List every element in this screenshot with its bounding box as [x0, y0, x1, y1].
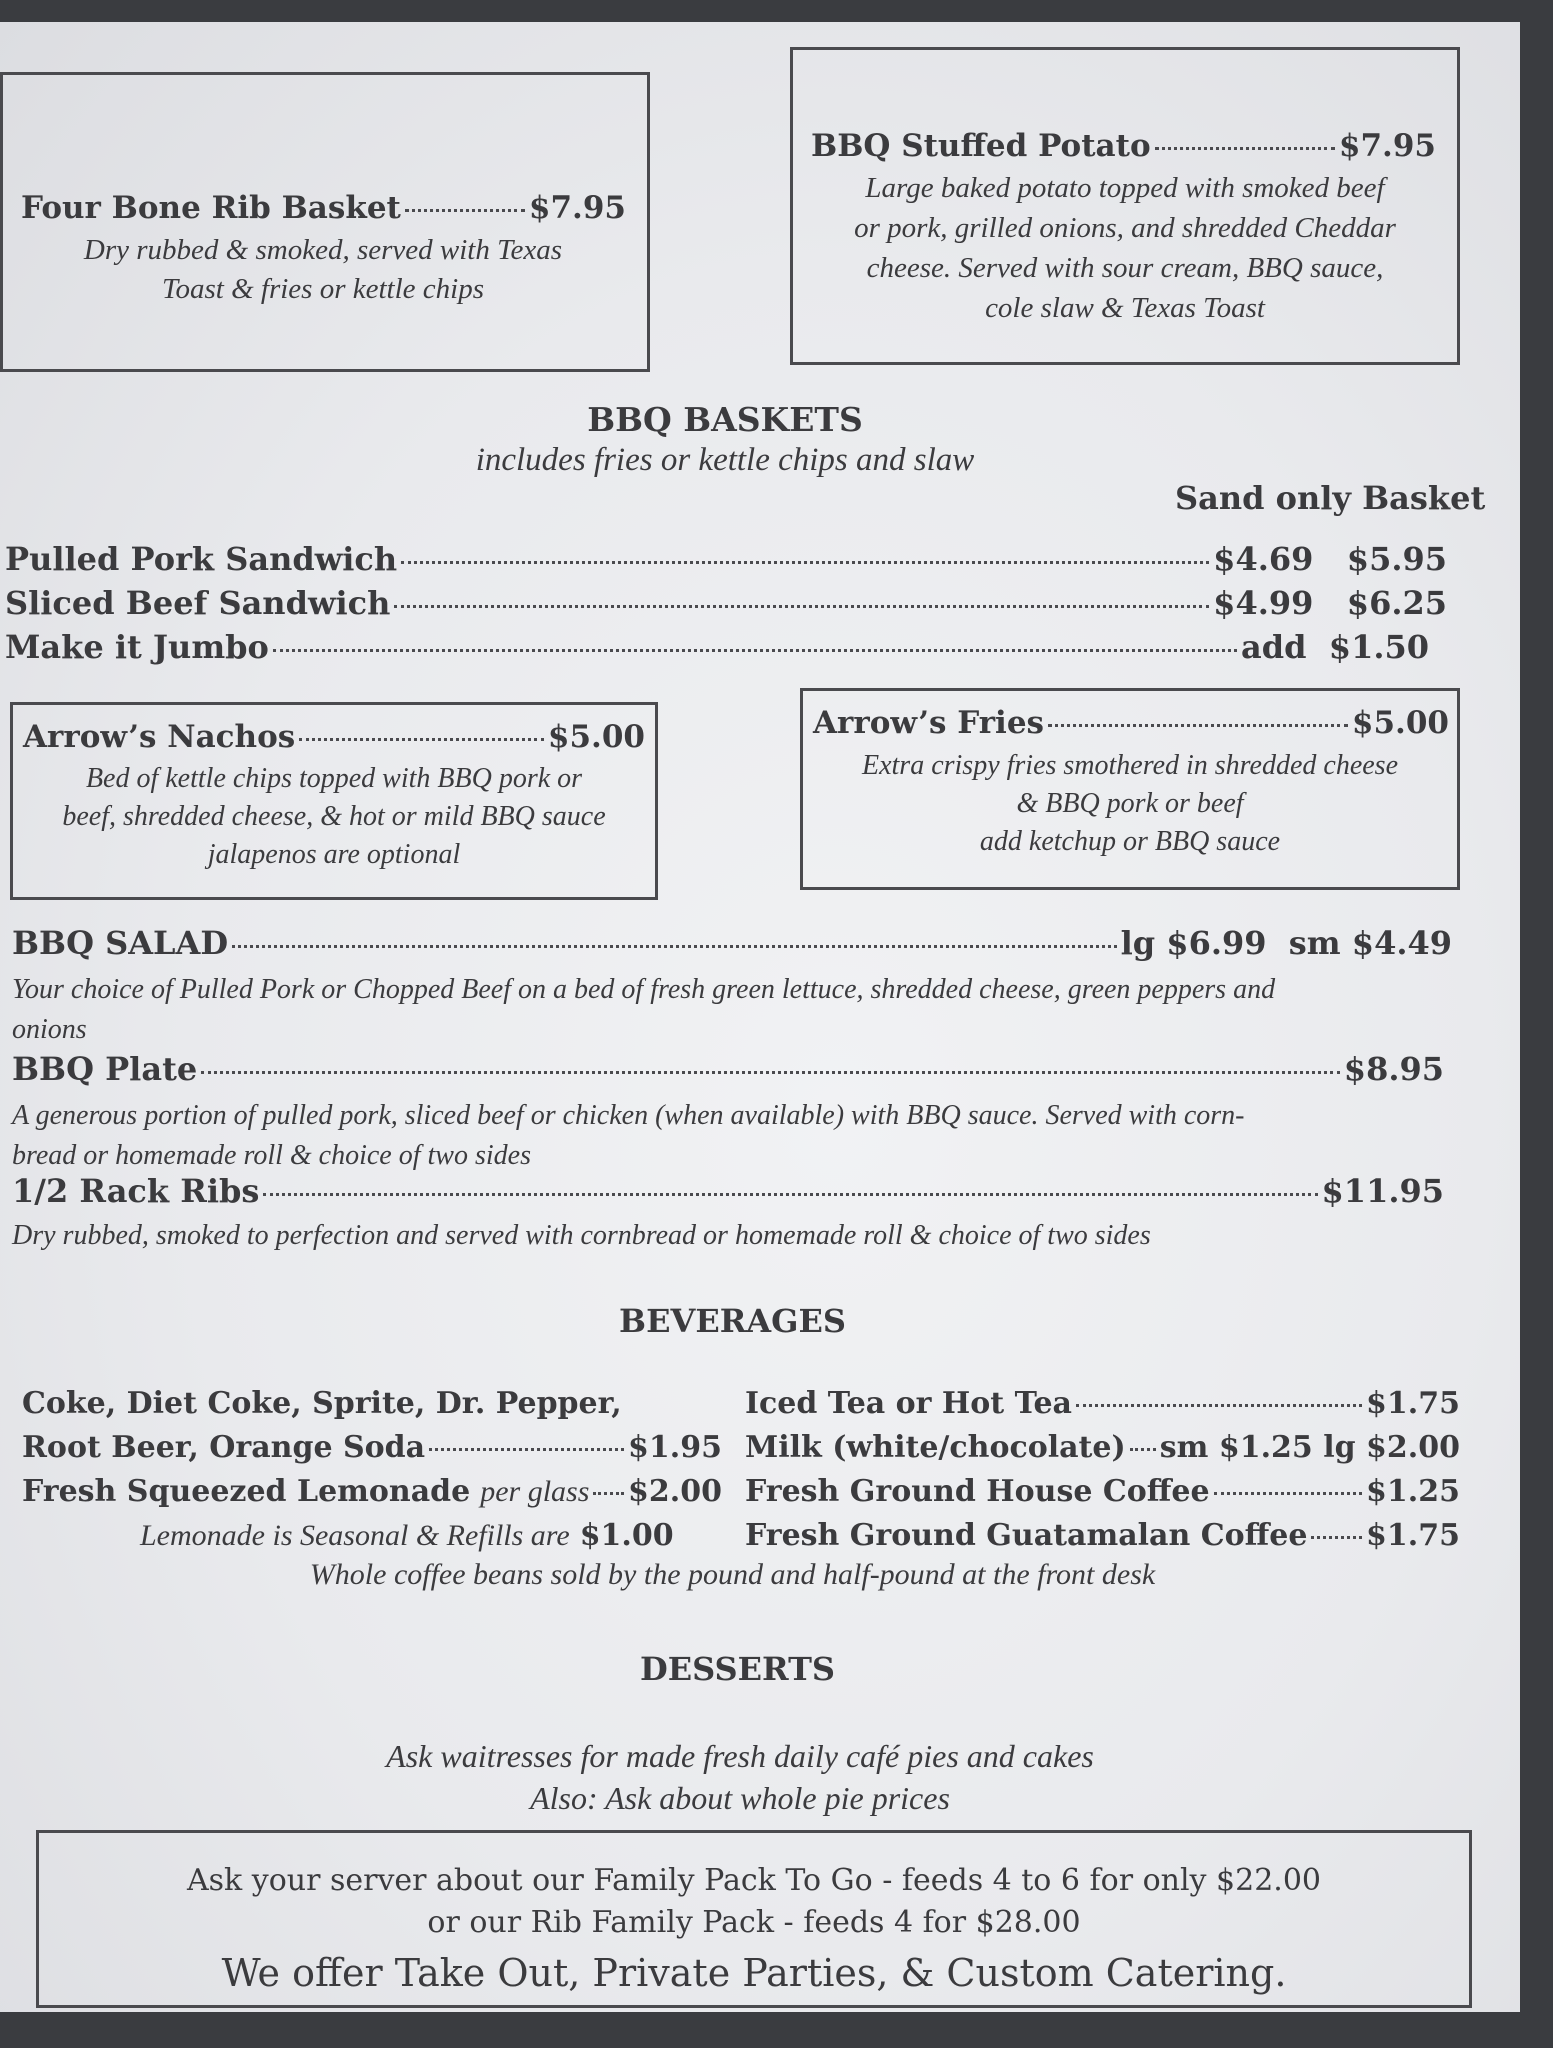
- leader-dots: [1311, 1536, 1362, 1539]
- family-pack-line2: or our Rib Family Pack - feeds 4 for $28.00: [427, 1905, 1081, 1940]
- ribs-name: 1/2 Rack Ribs: [12, 1172, 260, 1210]
- fries-price: $5.00: [1351, 705, 1449, 741]
- beverage-name: Root Beer, Orange Soda: [22, 1430, 426, 1465]
- ribs-price: $11.95: [1321, 1172, 1444, 1210]
- beverage-unit: per glass: [480, 1475, 590, 1508]
- rib-basket-desc: [3, 231, 643, 309]
- nachos-desc: [13, 760, 655, 874]
- stuffed-potato-name: BBQ Stuffed Potato: [811, 128, 1151, 164]
- ribs-row: [12, 1172, 1444, 1210]
- leader-dots: [394, 605, 1209, 608]
- salad-row: [12, 924, 1452, 962]
- desserts-heading: DESSERTS: [640, 1650, 835, 1688]
- salad-name: BBQ SALAD: [12, 924, 229, 962]
- basket-item-price: add $1.50: [1241, 628, 1429, 666]
- leader-dots: [429, 1448, 624, 1451]
- leader-dots: [1130, 1448, 1156, 1451]
- refill-note: Lemonade is Seasonal & Refills are: [140, 1519, 570, 1552]
- family-pack-line1: Ask your server about our Family Pack To Go - feeds 4 to 6 for only $22.00: [186, 1863, 1322, 1898]
- rib-basket-price: $7.95: [528, 190, 626, 226]
- beverage-tea-row: [745, 1386, 1460, 1421]
- plate-row: [12, 1050, 1444, 1088]
- basket-item-pulled-pork: [5, 540, 1447, 578]
- beverage-name: Iced Tea or Hot Tea: [745, 1386, 1072, 1421]
- beverage-milk-row: [745, 1430, 1460, 1465]
- beverage-soda-line1: Coke, Diet Coke, Sprite, Dr. Pepper,: [22, 1386, 622, 1421]
- baskets-column-header: Sand only Basket: [1175, 479, 1486, 517]
- beverage-price: sm $1.25 lg $2.00: [1159, 1430, 1460, 1465]
- stuffed-potato-desc-line: cole slaw & Texas Toast: [985, 292, 1265, 324]
- fries-name: Arrow’s Fries: [813, 705, 1045, 741]
- leader-dots: [1155, 147, 1335, 150]
- family-pack-box: [36, 1830, 1472, 2008]
- nachos-price: $5.00: [547, 719, 645, 755]
- baskets-heading: BBQ BASKETS: [587, 400, 863, 439]
- beverage-price: $1.95: [628, 1430, 722, 1465]
- stuffed-potato-box: [790, 47, 1460, 365]
- stuffed-potato-desc-line: or pork, grilled onions, and shredded Cheddar: [854, 212, 1396, 244]
- basket-item-jumbo: [5, 628, 1429, 666]
- leader-dots: [401, 561, 1209, 564]
- salad-desc: [12, 970, 1275, 1050]
- beverage-lemonade-row: [22, 1474, 722, 1509]
- plate-desc-line: A generous portion of pulled pork, sliced beef or chicken (when available) with BBQ sauce. Served with corn-: [12, 1100, 1245, 1131]
- beverage-name: Fresh Ground House Coffee: [745, 1474, 1210, 1509]
- plate-price: $8.95: [1343, 1050, 1444, 1088]
- basket-item-sliced-beef: [5, 584, 1447, 622]
- beverage-name: Fresh Ground Guatamalan Coffee: [745, 1518, 1308, 1553]
- rib-basket-name: Four Bone Rib Basket: [21, 190, 401, 226]
- leader-dots: [299, 738, 544, 741]
- baskets-subheading: includes fries or kettle chips and slaw: [475, 442, 975, 478]
- catering-line: We offer Take Out, Private Parties, & Custom Catering.: [221, 1951, 1287, 1995]
- leader-dots: [201, 1071, 1340, 1074]
- stuffed-potato-row: [811, 128, 1436, 164]
- leader-dots: [593, 1492, 624, 1495]
- leader-dots: [405, 209, 525, 212]
- beverage-name: Fresh Squeezed Lemonade: [22, 1474, 471, 1509]
- beverages-heading: BEVERAGES: [619, 1302, 846, 1340]
- stuffed-potato-desc-line: cheese. Served with sour cream, BBQ sauce,: [866, 252, 1384, 284]
- nachos-box: [10, 702, 658, 900]
- basket-item-price: $4.69 $5.95: [1213, 540, 1447, 578]
- stuffed-potato-desc-line: Large baked potato topped with smoked beef: [865, 172, 1385, 204]
- beverage-house-coffee-row: [745, 1474, 1460, 1509]
- leader-dots: [1076, 1404, 1362, 1407]
- plate-desc: [12, 1096, 1245, 1176]
- fries-desc-line: & BBQ pork or beef: [1016, 788, 1244, 819]
- salad-desc-line: onions: [12, 1014, 87, 1045]
- salad-price: lg $6.99 sm $4.49: [1120, 924, 1452, 962]
- basket-item-name: Sliced Beef Sandwich: [5, 584, 391, 622]
- fries-desc-line: Extra crispy fries smothered in shredded cheese: [861, 750, 1399, 781]
- basket-item-price: $4.99 $6.25: [1213, 584, 1447, 622]
- beverage-price: $2.00: [628, 1474, 722, 1509]
- leader-dots: [273, 649, 1237, 652]
- stuffed-potato-desc: [793, 168, 1457, 328]
- fries-row: [813, 705, 1449, 741]
- leader-dots: [1214, 1492, 1362, 1495]
- beverage-refill-row: [140, 1518, 674, 1553]
- fries-desc: [803, 747, 1457, 861]
- fries-desc-line: add ketchup or BBQ sauce: [979, 826, 1281, 857]
- coffee-beans-note: Whole coffee beans sold by the pound and half-pound at the front desk: [309, 1558, 1156, 1591]
- beverage-price: $1.75: [1366, 1518, 1460, 1553]
- menu-page: [0, 22, 1520, 2012]
- basket-item-name: Make it Jumbo: [5, 628, 269, 666]
- leader-dots: [232, 945, 1117, 948]
- rib-basket-box: [0, 72, 650, 372]
- beverage-name: Milk (white/chocolate): [745, 1430, 1126, 1465]
- nachos-row: [23, 719, 645, 755]
- rib-basket-row: [21, 190, 626, 226]
- stuffed-potato-price: $7.95: [1338, 128, 1436, 164]
- desserts-line1: Ask waitresses for made fresh daily café pies and cakes: [386, 1738, 1094, 1774]
- beverage-guatamalan-coffee-row: [745, 1518, 1460, 1553]
- desserts-line2: Also: Ask about whole pie prices: [530, 1780, 950, 1816]
- fries-box: [800, 688, 1460, 890]
- salad-desc-line: Your choice of Pulled Pork or Chopped Beef on a bed of fresh green lettuce, shredded cheese, green peppers and: [12, 974, 1276, 1005]
- nachos-name: Arrow’s Nachos: [23, 719, 296, 755]
- plate-name: BBQ Plate: [12, 1050, 198, 1088]
- rib-basket-desc-line: Dry rubbed & smoked, served with Texas: [83, 234, 563, 266]
- beverage-price: $1.75: [1366, 1386, 1460, 1421]
- refill-price: $1.00: [579, 1518, 674, 1553]
- rib-basket-desc-line: Toast & fries or kettle chips: [162, 273, 484, 305]
- nachos-desc-line: beef, shredded cheese, & hot or mild BBQ sauce: [62, 801, 606, 832]
- leader-dots: [1048, 724, 1348, 727]
- nachos-desc-line: jalapenos are optional: [207, 839, 461, 870]
- basket-item-name: Pulled Pork Sandwich: [5, 540, 398, 578]
- leader-dots: [263, 1193, 1317, 1196]
- nachos-desc-line: Bed of kettle chips topped with BBQ pork or: [85, 763, 583, 794]
- ribs-desc: Dry rubbed, smoked to perfection and served with cornbread or homemade roll & choice of two sides: [12, 1220, 1151, 1251]
- beverage-price: $1.25: [1366, 1474, 1460, 1509]
- beverage-soda-row: [22, 1430, 722, 1465]
- plate-desc-line: bread or homemade roll & choice of two sides: [12, 1140, 531, 1171]
